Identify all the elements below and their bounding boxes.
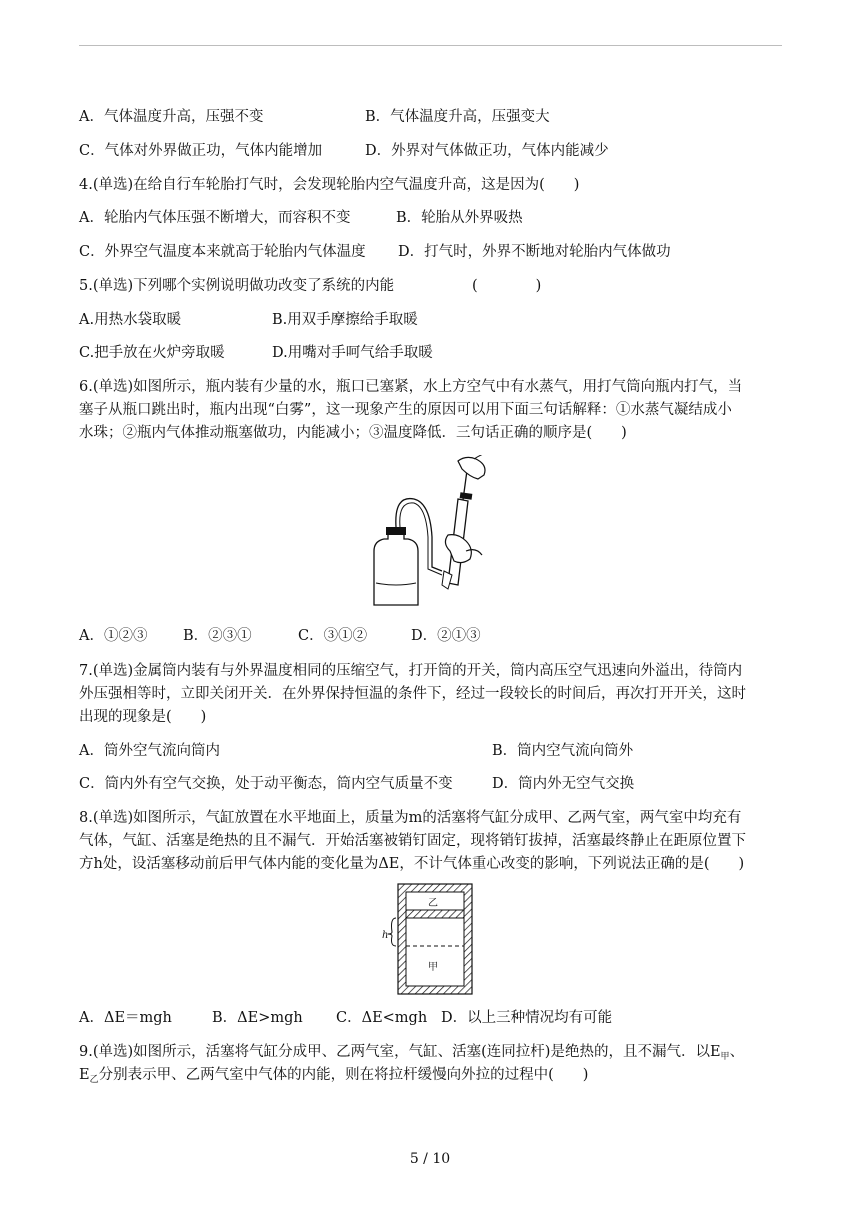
q6-stem-line3: 水珠；②瓶内气体推动瓶塞做功，内能减小；③温度降低．三句话正确的顺序是( ) (79, 425, 627, 441)
header-rule (79, 45, 782, 46)
q7-option-c: C．筒内外有空气交换，处于动平衡态，筒内空气质量不变 (79, 776, 453, 792)
chamber-lower-label: 甲 (428, 962, 438, 973)
q8-option-d: D．以上三种情况均有可能 (441, 1010, 613, 1026)
page-number: 5 / 10 (409, 1151, 451, 1167)
q6-option-c: C．③①② (298, 628, 368, 644)
q3-option-b: B．气体温度升高，压强变大 (365, 109, 550, 125)
q7-option-a: A．筒外空气流向筒内 (79, 743, 220, 759)
q5-option-b: B.用双手摩擦给手取暖 (272, 312, 418, 328)
q6-stem-line1: 6.(单选)如图所示，瓶内装有少量的水，瓶口已塞紧，水上方空气中有水蒸气，用打气筒向瓶内打气，当 (79, 379, 743, 395)
q7-stem-line2: 外压强相等时，立即关闭开关．在外界保持恒温的条件下，经过一段较长的时间后，再次打开开关，这时 (79, 686, 746, 702)
h-label: h (382, 930, 389, 941)
q5-paren: ( ) (472, 278, 542, 294)
q7-stem-line3: 出现的现象是( ) (79, 709, 207, 725)
q8-option-c: C．ΔE<mgh (336, 1010, 428, 1026)
q8-option-a: A．ΔE＝mgh (79, 1010, 172, 1026)
q4-option-a: A．轮胎内气体压强不断增大，而容积不变 (79, 210, 351, 226)
q7-stem-line1: 7.(单选)金属筒内装有与外界温度相同的压缩空气，打开筒的开关，筒内高压空气迅速向外溢出，待筒内 (79, 663, 743, 679)
q5-option-a: A.用热水袋取暖 (79, 312, 182, 328)
bottle-pump-figure (362, 455, 492, 610)
q4-option-d: D．打气时，外界不断地对轮胎内气体做功 (398, 244, 671, 260)
q4-stem: 4.(单选)在给自行车轮胎打气时，会发现轮胎内空气温度升高，这是因为( ) (79, 177, 580, 193)
q7-option-b: B．筒内空气流向筒外 (492, 743, 634, 759)
q3-option-d: D．外界对气体做正功，气体内能减少 (365, 143, 609, 159)
q5-option-d: D.用嘴对手呵气给手取暖 (272, 345, 433, 361)
q4-option-b: B．轮胎从外界吸热 (396, 210, 523, 226)
q6-option-b: B．②③① (183, 628, 252, 644)
q5-stem: 5.(单选)下列哪个实例说明做功改变了系统的内能 (79, 278, 395, 294)
q3-option-a: A．气体温度升高，压强不变 (79, 109, 264, 125)
q5-option-c: C.把手放在火炉旁取暖 (79, 345, 225, 361)
q8-stem-line3: 方h处，设活塞移动前后甲气体内能的变化量为ΔE，不计气体重心改变的影响，下列说法正确的是( ) (79, 856, 745, 872)
q8-stem-line1: 8.(单选)如图所示，气缸放置在水平地面上，质量为m的活塞将气缸分成甲、乙两气室，两气室中均充有 (79, 810, 742, 826)
q6-stem-line2: 塞子从瓶口跳出时，瓶内出现“白雾”，这一现象产生的原因可以用下面三句话解释：①水蒸气凝结成小 (79, 402, 732, 418)
q3-option-c: C．气体对外界做正功，气体内能增加 (79, 143, 323, 159)
q6-option-d: D．②①③ (411, 628, 481, 644)
q8-stem-line2: 气体，气缸、活塞是绝热的且不漏气．开始活塞被销钉固定，现将销钉拔掉，活塞最终静止在距原位置下 (79, 833, 746, 849)
chamber-upper-label: 乙 (428, 898, 438, 909)
cylinder-piston-figure (380, 880, 480, 1000)
q7-option-d: D．筒内外无空气交换 (492, 776, 635, 792)
q8-option-b: B．ΔE>mgh (212, 1010, 303, 1026)
q4-option-c: C．外界空气温度本来就高于轮胎内气体温度 (79, 244, 366, 260)
q6-option-a: A．①②③ (79, 628, 148, 644)
q9-stem-line2: $E_乙$分别表示甲、乙两气室中气体的内能，则在将拉杆缓慢向外拉的过程中( ) (79, 1067, 589, 1085)
q9-stem-line1: 9.(单选)如图所示，活塞将气缸分成甲、乙两气室，气缸、活塞(连同拉杆)是绝热的，且不漏气．以$E_甲$、 (79, 1044, 745, 1062)
